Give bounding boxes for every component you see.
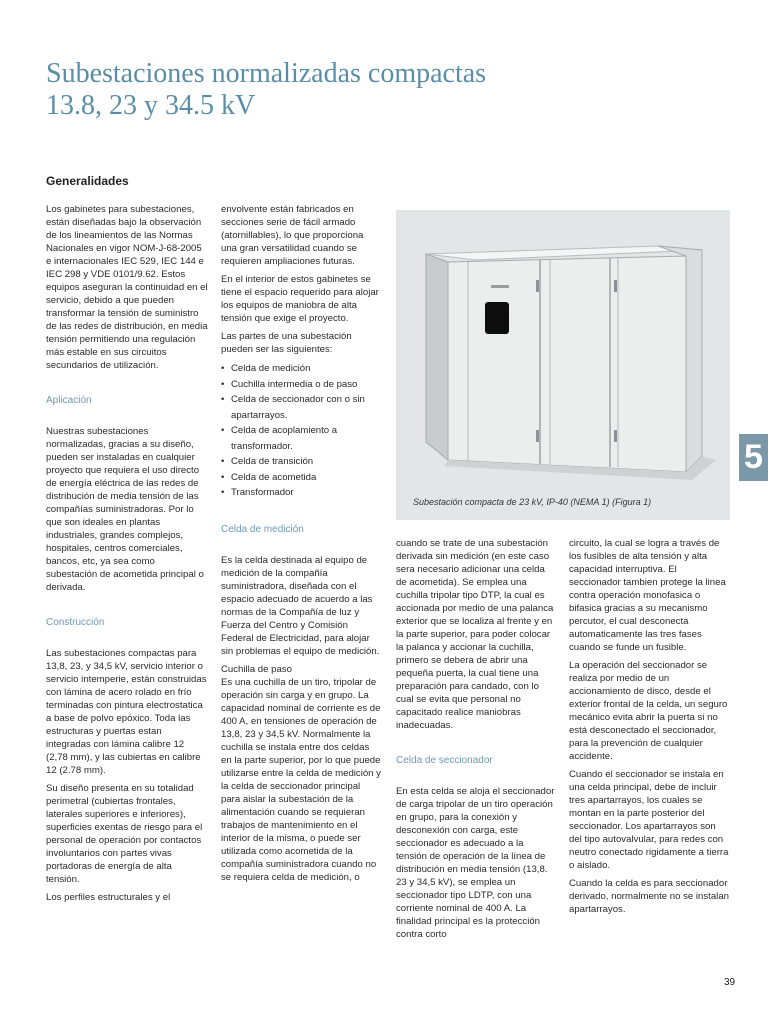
substation-photo bbox=[396, 210, 730, 520]
paragraph: Las subestaciones compactas para 13,8, 23, y 34,5 kV, servicio interior o servicio intemperie, están construidas con lámina de acero rolado en frío terminadas con pintura electrostatica a base de polvo epóxico. Toda las estructuras y puertas estan integradas con lámina calibre 12 (2,78 mm), y las cubiertas en calibre 12 (2.78 mm). bbox=[46, 648, 207, 776]
paragraph: En el interior de estos gabinetes se tiene el espacio requerido para alojar los equipos de maniobra de alta tensión que exige el proyecto. bbox=[221, 274, 379, 324]
title-line-1: Subestaciones normalizadas compactas bbox=[46, 58, 487, 89]
paragraph: La operación del seccionador se realiza por medio de un accionamiento de disco, desde el exterior frontal de la celda, un seguro mecánico evita abrir la puerta si no está desconectado el seccionador, para la prevención de cualquier accidente. bbox=[569, 660, 728, 762]
page-number: 39 bbox=[724, 977, 736, 988]
page-title bbox=[46, 58, 486, 122]
paragraph: Cuando la celda es para seccionador derivado, normalmente no se instalan apartarrayos. bbox=[569, 878, 729, 915]
paragraph: Las partes de una subestación pueden ser las siguientes: bbox=[221, 331, 352, 355]
list-item: • Celda de seccionador con o sin apartarrayos. bbox=[221, 392, 381, 423]
subheading-construccion: Construcción bbox=[46, 617, 105, 628]
column-2 bbox=[221, 203, 381, 889]
subheading-medicion: Celda de medición bbox=[221, 523, 304, 535]
list-item: • Celda de transición bbox=[221, 454, 381, 470]
list-item: • Celda de acometida bbox=[221, 470, 381, 486]
figure-caption: Subestación compacta de 23 kV, IP-40 (NEMA 1) (Figura 1) bbox=[413, 497, 652, 507]
section-tab: 5 bbox=[739, 434, 768, 481]
list-item: • Transformador bbox=[221, 485, 381, 501]
list-item: • Celda de acoplamiento a transformador. bbox=[221, 423, 381, 454]
subheading-cuchilla: Cuchilla de paso bbox=[221, 663, 292, 675]
title-line-2: 13.8, 23 y 34.5 kV bbox=[46, 90, 256, 121]
list-item: • Celda de medición bbox=[221, 361, 381, 377]
section-heading: Generalidades bbox=[46, 174, 129, 188]
paragraph: Los perfiles estructurales y el bbox=[46, 892, 171, 903]
column-1 bbox=[46, 203, 208, 909]
paragraph: Su diseño presenta en su totalidad perimetral (cubiertas frontales, laterales superiores e inferiores), superficies exentas de riesgo para el personal de operación por contactos involuntarios con partes vivas portadoras de energía de alta tensión. bbox=[46, 783, 203, 885]
paragraph: Es la celda destinada al equipo de medición de la compañía suministradora, diseñada con el espacio adecuado de acuerdo a las normas de la Compañía de luz y Fuerza del Centro y Comisión Federal de Electricidad, para alojar sin problemas el equipo de medición. bbox=[221, 554, 380, 657]
subheading-aplicacion: Aplicación bbox=[46, 395, 92, 406]
substation-cabinet-illustration bbox=[396, 210, 730, 520]
paragraph: circuito, la cual se logra a través de los fusibles de alta tensión y alta capacidad interruptiva. El seccionador tambien protege la linea contra operación monofasica o bifasica gracias a su mecanismo percutor, el cual desconecta automaticamente las tres fases cuando se funde un fusible. bbox=[569, 538, 726, 653]
paragraph: En esta celda se aloja el seccionador de carga tripolar de un tiro operación en grupo, para la conexión y desconexión con carga, este seccionador es adecuado a la tensión de operación de la línea de distribución en media tensión (13,8. 23 y 34,5 kV), se emplea un seccionador tipo LDTP, con una corriente nominal de 400 A. La finalidad principal es la protección contra corto bbox=[396, 786, 555, 940]
paragraph: Cuando el seccionador se instala en una celda principal, debe de incluir tres apartarrayos, los cuales se montan en la parte posterior del seccionador. Los apartarrayos son del tipo autovalvular, para redes con neutro conectado rigidamente a tierra o aislado. bbox=[569, 769, 729, 871]
paragraph: envolvente están fabricados en secciones serie de fácil armado (atornillables), lo que proporciona una gran versatilidad cuando se requieren ampliaciones futuras. bbox=[221, 204, 364, 267]
column-4 bbox=[569, 537, 731, 921]
paragraph: cuando se trate de una subestación derivada sin medición (en este caso sera necesario adicionar una celda de acometida). Se emplea una cuchilla tripolar tipo DTP, la cual es accionada por medio de una palanca exterior que se localiza al frente y en la parte superior, para poder colocar la palanca y accionar la cuchilla, primero se debera de abrir una pequeña puerta, la cual tiene una preparación para candado, con lo cual se evita que personal no capacitado realice maniobras inadecuadas. bbox=[396, 538, 554, 731]
paragraph: Nuestras subestaciones normalizadas, gracias a su diseño, pueden ser instaladas en cualquier proyecto que requiera el uso directo de energía eléctrica de las redes de distribución de media tensión de las compañías suministradoras. Por lo que son ideales en plantas industriales, grandes complejos, hospitales, centros comerciales, bancos, etc, ya sea como subestación de acometida principal o derivada. bbox=[46, 426, 204, 593]
parts-list bbox=[221, 361, 381, 501]
paragraph: Es una cuchilla de un tiro, tripolar de operación sin carga y en grupo. La capacidad nominal de corriente es de 400 A, en tensiones de operación de 13,8, 23 y 34,5 kV. Normalmente la cuchilla se instala entre dos celdas en la parte superior, por lo que puede utilizarse entre la celda de medición y la celda de seccionador principal para aislar la subestación de la alimentación cuando se requieran trabajos de mantenimiento en el interior de la misma, o puede ser utilizada como acometida de la compañía suministradora cuando no se requiera celda de medición, o bbox=[221, 676, 381, 883]
paragraph: Los gabinetes para subestaciones, están diseñadas bajo la observación de los lineamientos de las Normas Nacionales en vigor NOM-J-68-2005 e internacionales IEC 529, IEC 144 e IEC 298 y VDE 0101/9.62. Estos equipos aseguran la continuidad en el servicio, debido a que pueden transformar la tensión de suministro de las redes de distribución, en media tensión permitiendo una regulación más estable en sus circuitos secundarios de utilización. bbox=[46, 204, 208, 371]
list-item: • Cuchilla intermedia o de paso bbox=[221, 377, 381, 393]
subheading-seccionador: Celda de seccionador bbox=[396, 755, 493, 766]
column-3 bbox=[396, 537, 556, 946]
